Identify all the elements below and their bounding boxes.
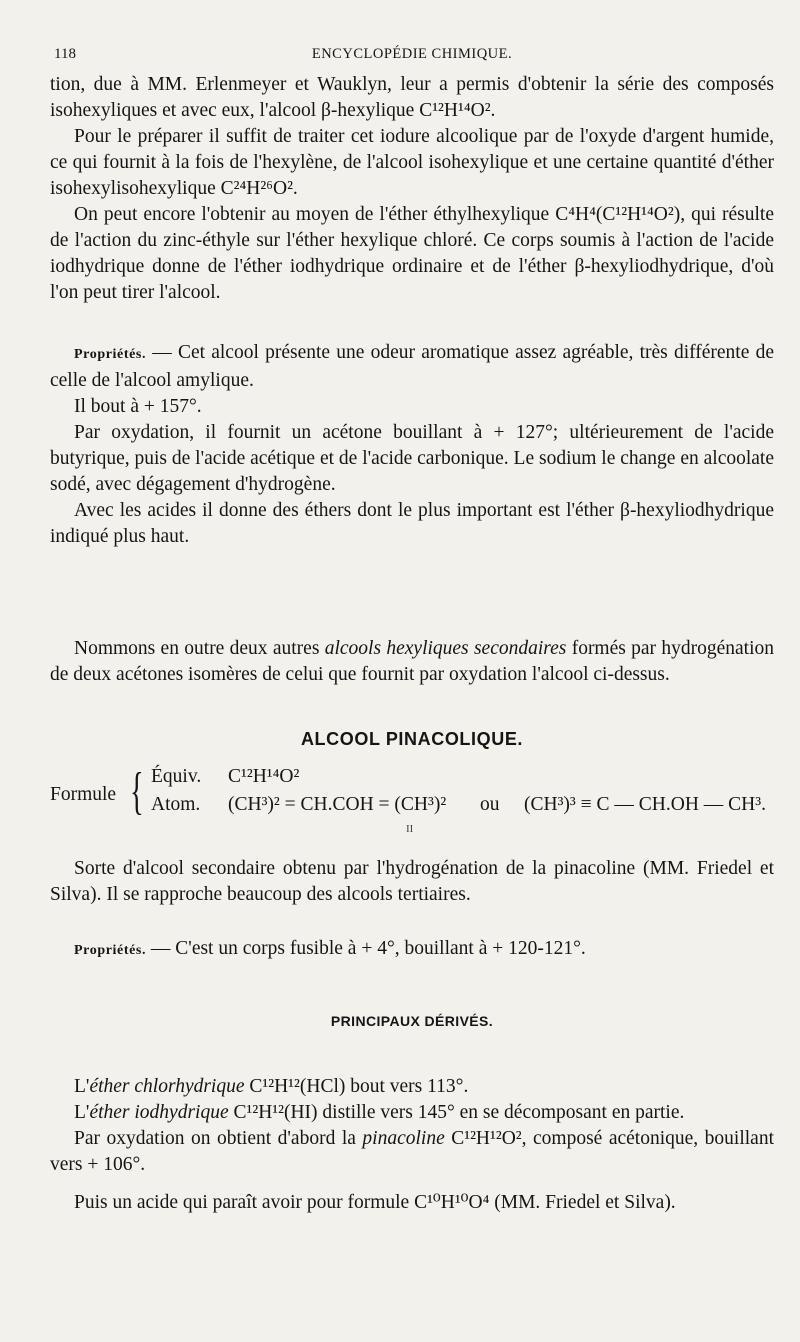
atom-label: Atom.	[151, 794, 201, 815]
formula-block	[50, 763, 774, 835]
d1-italic: éther chlorhydrique	[89, 1076, 245, 1097]
equiv-formula: C¹²H¹⁴O²	[228, 766, 300, 787]
d1-text-a: L'	[74, 1076, 90, 1097]
paragraph-pinacolic-properties	[50, 936, 774, 964]
secondary-italic: alcools hexyliques secondaires	[324, 638, 567, 659]
properties-lead: Propriétés.	[74, 347, 147, 362]
d3-text-b: C¹²H¹²O², composé acétonique, bouillant vers + 106°.	[50, 1128, 774, 1175]
properties-text: — Cet alcool présente une odeur aromatique assez agréable, très différente de celle de l'alcool amylique.	[50, 342, 774, 391]
paragraph-pinacolic-description: Sorte d'alcool secondaire obtenu par l'hydrogénation de la pinacoline (MM. Friedel et Silva). Il se rapproche beaucoup des alcools tertiaires.	[50, 858, 774, 905]
d2-italic: éther iodhydrique	[89, 1102, 229, 1123]
d3-italic: pinacoline	[362, 1128, 445, 1149]
derivatives-title: PRINCIPAUX DÉRIVÉS.	[330, 1013, 494, 1029]
or-word: ou	[480, 794, 500, 815]
d3-text-a: Par oxydation on obtient d'abord la	[74, 1128, 363, 1149]
d2-text-b: C¹²H¹²(HI) distille vers 145° en se décomposant en partie.	[228, 1102, 685, 1123]
paragraph-pinacoline	[50, 1126, 774, 1178]
paragraph-iodhydric-ether	[50, 1100, 774, 1126]
pinacolic-properties-lead: Propriétés.	[74, 943, 147, 958]
paragraph-acid: Puis un acide qui paraît avoir pour formule C¹⁰H¹⁰O⁴ (MM. Friedel et Silva).	[74, 1192, 676, 1213]
paragraph-chlorhydric-ether	[50, 1074, 774, 1100]
secondary-text-a: Nommons en outre deux autres	[74, 638, 325, 659]
pinacolic-properties-text: — C'est un corps fusible à + 4°, bouillant à + 120-121°.	[146, 938, 586, 959]
paragraph-continuation: tion, due à MM. Erlenmeyer et Wauklyn, leur a permis d'obtenir la série des composés isohexyliques et avec eux, l'alcool β-hexylique C¹²H¹⁴O².	[50, 74, 774, 121]
equiv-label: Équiv.	[151, 766, 202, 787]
running-head: ENCYCLOPÉDIE CHIMIQUE.	[311, 46, 513, 62]
section-title: ALCOOL PINACOLIQUE.	[300, 729, 524, 749]
atom-formula-alt: (CH³)³ ≡ C — CH.OH — CH³.	[524, 794, 766, 815]
secondary-text-b: formés par hydrogénation de deux acétones isomères de celui que fournit par oxydation l'alcool ci-dessus.	[50, 638, 774, 685]
paragraph-acids: Avec les acides il donne des éthers dont le plus important est l'éther β-hexyliodhydrique indiqué plus haut.	[50, 500, 774, 547]
paragraph-ethylhexyl-ether: On peut encore l'obtenir au moyen de l'éther éthylhexylique C⁴H⁴(C¹²H¹⁴O²), qui résulte de l'action du zinc-éthyle sur l'éther hexylique chloré. Ce corps soumis à l'action de l'acide iodhydrique donne de l'éther iodhydrique ordinaire et de l'éther β-hexyliodhydrique, d'où l'on peut tirer l'alcool.	[50, 204, 774, 303]
page-header	[50, 46, 774, 68]
d2-text-a: L'	[74, 1102, 90, 1123]
page-body	[50, 72, 774, 1216]
atom-formula: (CH³)² = CH.COH = (CH³)²	[228, 794, 447, 815]
formula-mark: II	[406, 823, 414, 835]
paragraph-boiling-point: Il bout à + 157°.	[74, 396, 202, 417]
paragraph-properties	[50, 340, 774, 394]
page-number: 118	[54, 46, 76, 62]
paragraph-preparation: Pour le préparer il suffit de traiter cet iodure alcoolique par de l'oxyde d'argent humide, ce qui fournit à la fois de l'hexylène, de l'alcool isohexylique et une certaine quantité d'éther isohexylisohexylique C²⁴H²⁶O².	[50, 126, 774, 199]
paragraph-secondary-alcohols	[50, 636, 774, 688]
formula-label: Formule	[50, 784, 117, 805]
d1-text-b: C¹²H¹²(HCl) bout vers 113°.	[244, 1076, 469, 1097]
paragraph-oxidation: Par oxydation, il fournit un acétone bouillant à + 127°; ultérieurement de l'acide butyrique, puis de l'acide acétique et de l'acide carbonique. Le sodium le change en alcoolate sodé, avec dégagement d'hydrogène.	[50, 422, 774, 495]
brace-symbol: {	[130, 763, 144, 820]
